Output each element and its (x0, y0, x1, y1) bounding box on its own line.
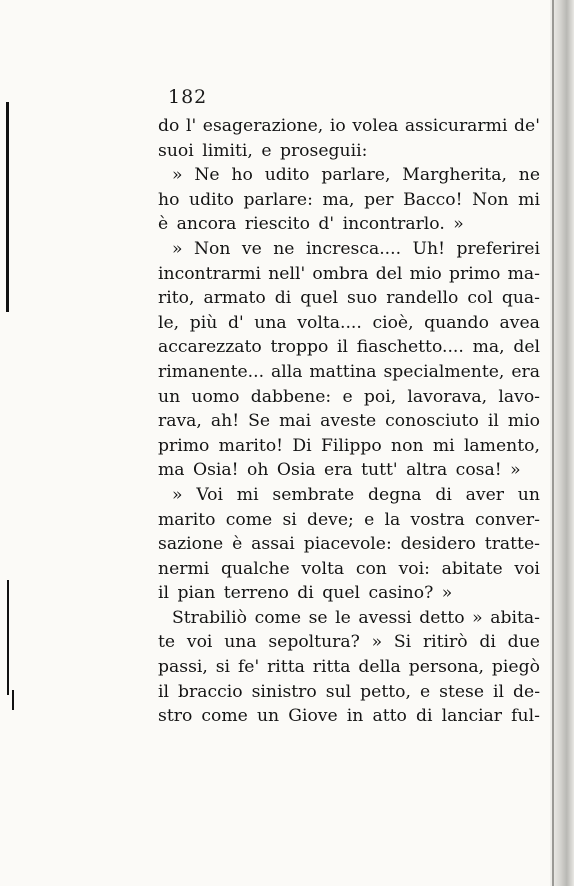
page-number: 182 (168, 86, 208, 108)
text-line: le, più d' una volta.... cioè, quando avea (158, 312, 540, 333)
text-line: rito, armato di quel suo randello col qua- (158, 288, 540, 309)
text-line: ho udito parlare: ma, per Bacco! Non mi (158, 189, 540, 210)
text-line: il pian terreno di quel casino? » (158, 583, 453, 604)
text-line: incontrarmi nell' ombra del mio primo ma- (158, 263, 540, 284)
text-line: Strabiliò come se le avessi detto » abita- (172, 607, 540, 628)
text-line: il braccio sinistro sul petto, e stese il de- (158, 681, 540, 702)
text-line: ma Osia! oh Osia era tutt' altra cosa! » (158, 460, 521, 481)
text-line: nermi qualche volta con voi: abitate voi (158, 558, 540, 579)
text-line: do l' esagerazione, io volea assicurarmi de' (158, 116, 540, 136)
text-line: primo marito! Di Filippo non mi lamento, (158, 435, 540, 456)
text-line: accarezzato troppo il fiaschetto.... ma, del (158, 337, 540, 358)
text-line: è ancora riescito d' incontrarlo. » (158, 214, 464, 235)
text-line: marito come si deve; e la vostra conver- (158, 509, 540, 530)
text-line: sazione è assai piacevole: desidero tratte- (158, 534, 540, 555)
text-line: rimanente... alla mattina specialmente, era (158, 361, 540, 382)
scan-margin-mark (6, 102, 9, 312)
text-line: un uomo dabbene: e poi, lavorava, lavo- (158, 386, 540, 407)
text-line: » Non ve ne incresca.... Uh! preferirei (172, 238, 540, 259)
text-line: rava, ah! Se mai aveste conosciuto il mio (158, 411, 540, 432)
page-edge-line (552, 0, 554, 886)
text-line: suoi limiti, e proseguii: (158, 140, 368, 161)
text-line: passi, si fe' ritta ritta della persona, piegò (158, 657, 540, 678)
scan-margin-mark (12, 690, 14, 710)
text-line: » Ne ho udito parlare, Margherita, ne (172, 165, 540, 186)
text-line: te voi una sepoltura? » Si ritirò di due (158, 632, 540, 653)
text-line: stro come un Giove in atto di lanciar ful- (158, 706, 540, 727)
scan-margin-mark (7, 580, 9, 695)
body-text (158, 114, 540, 729)
text-line: » Voi mi sembrate degna di aver un (172, 484, 540, 505)
